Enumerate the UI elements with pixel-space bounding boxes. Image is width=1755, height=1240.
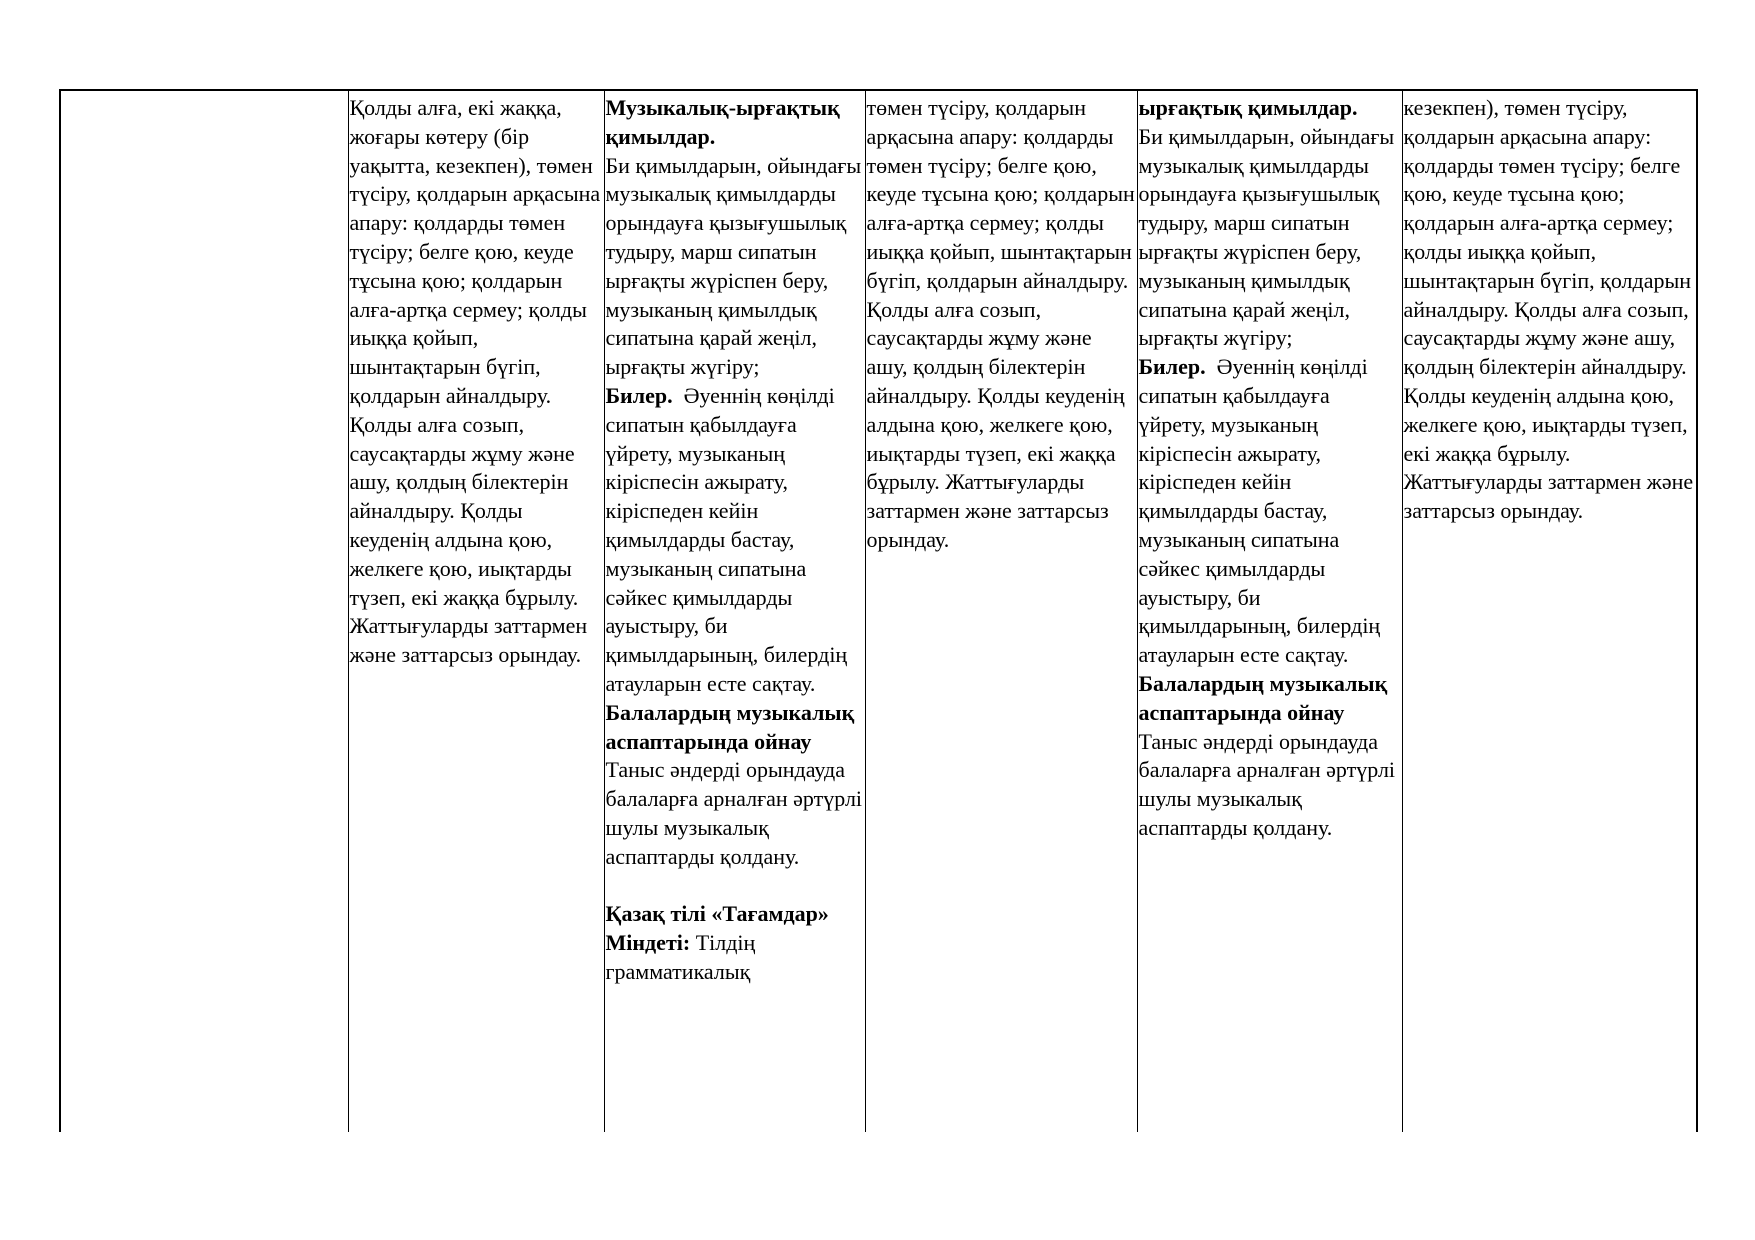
cell-exercises-1 xyxy=(348,90,604,1132)
plan-table xyxy=(59,89,1698,1132)
instruments-heading: Балалардың музыкалық аспаптарында ойнау xyxy=(605,699,855,754)
cell-exercises-2 xyxy=(865,90,1137,1132)
exercises-text-2: төмен түсіру, қолдарын арқасына апару: қолдарды төмен түсіру; белге қою, кеуде тұсына қою; қолдарын алға-артқа сермеу; қолды иыққа қойып, шынтақтарын бүгіп, қолдарын айналдыру. Қолды алға созып, саусақтарды жұму және ашу, қолдың білектерін айналдыру. Қолды кеуденің алдына қою, желкеге қою, иықтарды түзеп, екі жаққа бұрылу. Жаттығуларды заттармен және заттарсыз орындау. xyxy=(866,95,1135,552)
cell-music-1 xyxy=(604,90,865,1132)
dances-text-2: Әуеннің көңілді сипатын қабылдауға үйрету, музыканың кіріспесін ажырату, кіріспеден кейін қимылдарды бастау, музыканың сипатына сәйкес қимылдарды ауыстыру, би қимылдарының, билердің атауларын есте сақтау. xyxy=(1138,354,1381,668)
music-rhythm-heading: Музыкалық-ырғақтық қимылдар. xyxy=(605,95,840,149)
instruments-text-2: Таныс әндерді орындауда балаларға арналған әртүрлі шулы музыкалық аспаптарды қолдану. xyxy=(1138,728,1396,840)
cell-music-2 xyxy=(1137,90,1402,1132)
music-rhythm-text: Би қимылдарын, ойындағы музыкалық қимылдарды орындауға қызығушылық тудыру, марш сипатын ырғақты жүріспен беру, музыканың қимылдық сипатына қарай жеңіл, ырғақты жүгіру; xyxy=(605,152,862,380)
table-row xyxy=(60,90,1697,1132)
kazakh-lesson-heading: Қазақ тілі «Тағамдар» xyxy=(605,901,829,927)
dances-heading-2: Билер. xyxy=(1138,354,1206,380)
instruments-text: Таныс әндерді орындауда балаларға арналған әртүрлі шулы музыкалық аспаптарды қолдану. xyxy=(605,757,863,869)
dances-heading: Билер. xyxy=(605,382,673,408)
instruments-heading-2: Балалардың музыкалық аспаптарында ойнау xyxy=(1138,670,1388,725)
dances-text: Әуеннің көңілді сипатын қабылдауға үйрету, музыканың кіріспесін ажырату, кіріспеден кейін қимылдарды бастау, музыканың сипатына сәйкес қимылдарды ауыстыру, би қимылдарының, билердің атауларын есте сақтау. xyxy=(605,382,848,696)
cell-exercises-3 xyxy=(1402,90,1697,1132)
objective-label: Міндеті: xyxy=(605,930,691,956)
exercises-text-3: кезекпен), төмен түсіру, қолдарын арқасына апару: қолдарды төмен түсіру; белге қою, кеуде тұсына қою; қолдарын алға-артқа сермеу; қолды иыққа қойып, шынтақтарын бүгіп, қолдарын айналдыру. Қолды алға созып, саусақтарды жұму және ашу, қолдың білектерін айналдыру. Қолды кеуденің алдына қою, желкеге қою, иықтарды түзеп, екі жаққа бұрылу. Жаттығуларды заттармен және заттарсыз орындау. xyxy=(1403,95,1694,524)
empty-cell xyxy=(60,90,348,1132)
music-rhythm-text-2: Би қимылдарын, ойындағы музыкалық қимылдарды орындауға қызығушылық тудыру, марш сипатын ырғақты жүріспен беру, музыканың қимылдық сипатына қарай жеңіл, ырғақты жүгіру; xyxy=(1138,123,1395,351)
exercises-text: Қолды алға, екі жаққа, жоғары көтеру (бір уақытта, кезекпен), төмен түсіру, қолдарын арқасына апару: қолдарды төмен түсіру; белге қою, кеуде тұсына қою; қолдарын алға-артқа сермеу; қолды иыққа қойып, шынтақтарын бүгіп, қолдарын айналдыру. Қолды алға созып, саусақтарды жұму және ашу, қолдың білектерін айналдыру. Қолды кеуденің алдына қою, желкеге қою, иықтарды түзеп, екі жаққа бұрылу. Жаттығуларды заттармен және заттарсыз орындау. xyxy=(349,95,601,668)
objective-text: Тілдің грамматикалық xyxy=(605,930,756,984)
music-rhythm-heading-2: ырғақтық қимылдар. xyxy=(1138,95,1358,120)
